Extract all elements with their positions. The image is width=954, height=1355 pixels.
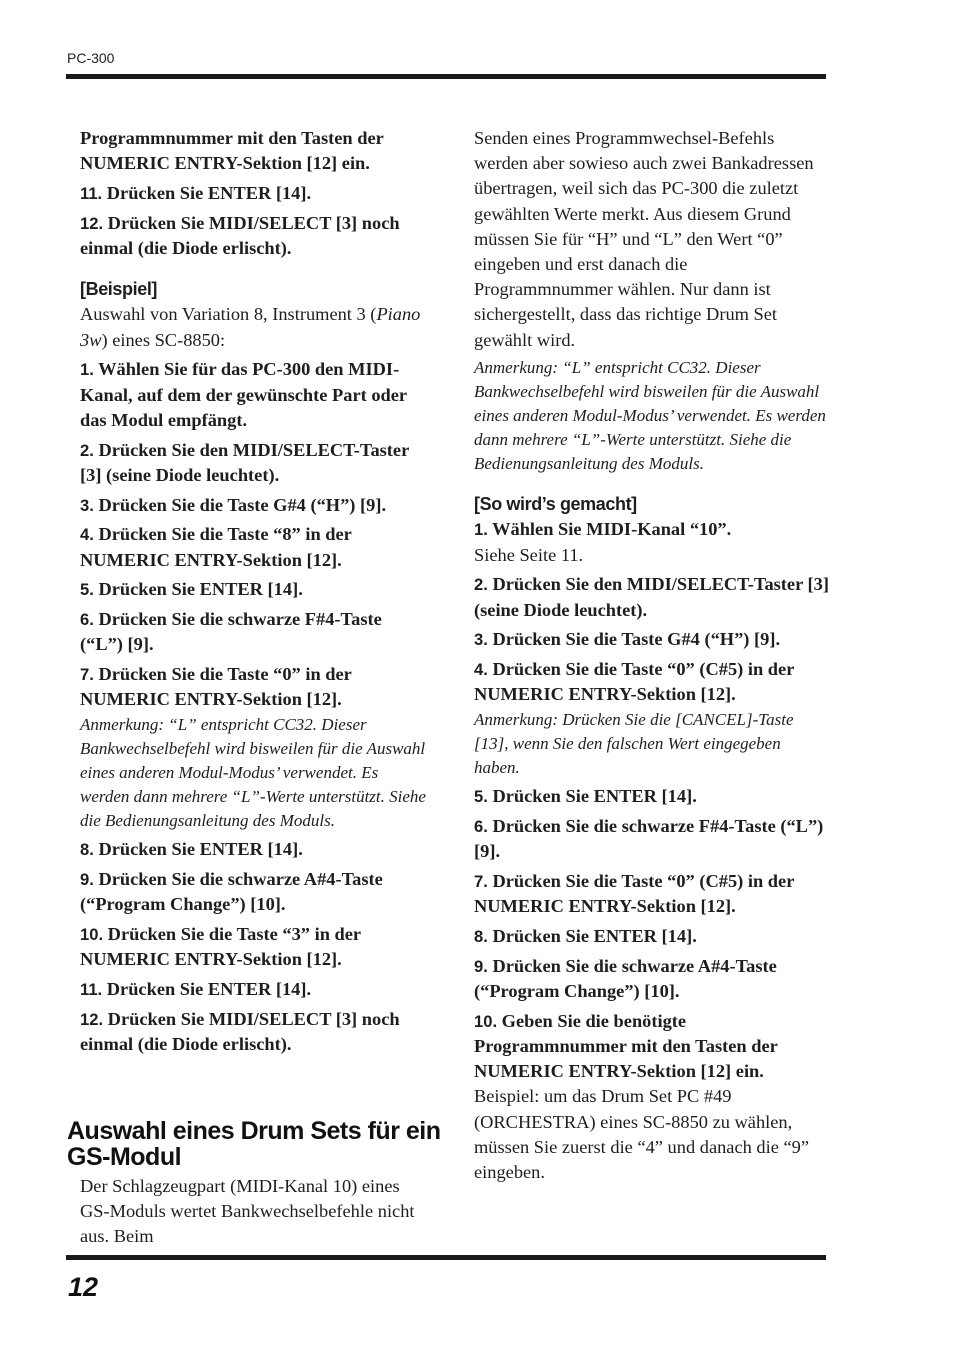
step-text: Drücken Sie ENTER [14]. xyxy=(93,579,303,600)
step-number: 11. xyxy=(80,980,103,999)
right-column xyxy=(474,126,830,1185)
note: Anmerkung: “L” entspricht CC32. Dieser Bankwechselbefehl wird bisweilen für die Auswahl eines anderen Modul-Modus’ verwendet. Es werden dann mehrere “L”-Werte unterstützt. Siehe die Bedienungsanleitung des Moduls. xyxy=(80,714,426,830)
step-text: Wählen Sie MIDI-Kanal “10”. xyxy=(487,519,732,540)
beispiel-text xyxy=(80,302,428,352)
running-header: PC-300 xyxy=(67,50,115,66)
step-3 xyxy=(474,627,830,652)
step-text: Drücken Sie ENTER [14]. xyxy=(102,183,312,203)
step-text: Drücken Sie die Taste G#4 (“H”) [9]. xyxy=(487,629,781,650)
step-number: 8. xyxy=(80,840,94,860)
step-text: Drücken Sie die Taste G#4 (“H”) [9]. xyxy=(93,494,387,515)
bottom-rule xyxy=(66,1255,826,1260)
step-number: 10. xyxy=(80,925,104,944)
step-6 xyxy=(474,814,830,864)
step-text: Drücken Sie die schwarze A#4-Taste (“Program Change”) [10]. xyxy=(474,955,777,1002)
section-heading: Auswahl eines Drum Sets für ein GS-Modul xyxy=(67,1117,441,1171)
step-number: 9. xyxy=(474,956,488,976)
step-8 xyxy=(80,837,428,862)
step-2 xyxy=(474,572,830,622)
step-text: Drücken Sie die Taste “8” in der NUMERIC ENTRY-Sektion [12]. xyxy=(80,524,352,570)
step-3 xyxy=(80,493,428,518)
beispiel-heading: [Beispiel] xyxy=(80,279,158,300)
note: Anmerkung: Drücken Sie die [CANCEL]-Taste [13], wenn Sie den falschen Wert eingegeben haben. xyxy=(474,709,794,777)
step-text: Drücken Sie den MIDI/SELECT-Taster [3] (seine Diode leuchtet). xyxy=(474,574,829,620)
step-text: Drücken Sie die Taste “0” in der NUMERIC ENTRY-Sektion [12]. xyxy=(80,664,352,710)
step-number: 12. xyxy=(80,1009,104,1029)
step-12 xyxy=(80,211,428,261)
step-number: 8. xyxy=(474,927,488,947)
step-number: 1. xyxy=(474,520,488,540)
step-number: 11. xyxy=(80,184,103,203)
step-number: 9. xyxy=(80,870,94,889)
step-text: Drücken Sie die Taste “0” (C#5) in der NUMERIC ENTRY-Sektion [12]. xyxy=(474,871,795,917)
step-4 xyxy=(474,657,830,707)
step-number: 2. xyxy=(80,440,94,460)
step-text: Wählen Sie für das PC-300 den MIDI-Kanal, auf dem der gewünschte Part oder das Modul empfängt. xyxy=(80,359,407,430)
so-wirds-gemacht-heading: [So wird’s gemacht] xyxy=(474,494,637,515)
intro-paragraph: Programmnummer mit den Tasten der NUMERIC ENTRY-Sektion [12] ein. xyxy=(80,128,384,174)
beispiel-italic: Piano 3w xyxy=(80,304,421,350)
top-rule xyxy=(66,74,826,79)
step-number: 3. xyxy=(474,630,488,650)
step-text: Drücken Sie MIDI/SELECT [3] noch einmal (die Diode erlischt). xyxy=(80,1008,400,1054)
step-5 xyxy=(474,784,830,809)
step-text: Drücken Sie ENTER [14]. xyxy=(93,839,303,860)
step-number: 1. xyxy=(80,360,94,380)
step-9 xyxy=(80,867,428,917)
step-4 xyxy=(80,522,428,572)
step-number: 5. xyxy=(474,787,488,807)
step-number: 7. xyxy=(80,665,94,685)
section-text: Der Schlagzeugpart (MIDI-Kanal 10) eines GS-Moduls wertet Bankwechselbefehle nicht aus. Beim xyxy=(80,1176,415,1247)
step-number: 7. xyxy=(474,872,488,892)
step-1 xyxy=(80,357,428,433)
step-9 xyxy=(474,954,830,1004)
step-6 xyxy=(80,607,428,657)
beispiel-text-a: Auswahl von Variation 8, Instrument 3 ( xyxy=(80,304,377,325)
step-1-sub: Siehe Seite 11. xyxy=(474,544,584,565)
step-text: Drücken Sie die schwarze F#4-Taste (“L”) [9]. xyxy=(80,609,382,655)
step-number: 6. xyxy=(474,817,488,837)
section-intro xyxy=(80,1174,428,1250)
step-number: 3. xyxy=(80,495,94,515)
beispiel-text-b: ) eines SC-8850: xyxy=(101,329,226,350)
note: Anmerkung: “L” entspricht CC32. Dieser Bankwechselbefehl wird bisweilen für die Auswahl eines anderen Modul-Modus’ verwendet. Es werden dann mehrere “L”-Werte unterstützt. Siehe die Bedienungsanleitung des Moduls. xyxy=(474,358,826,474)
step-5 xyxy=(80,577,428,602)
step-number: 10. xyxy=(474,1011,498,1031)
step-12b xyxy=(80,1007,428,1057)
step-text: Drücken Sie die Taste “0” (C#5) in der NUMERIC ENTRY-Sektion [12]. xyxy=(474,659,795,705)
step-number: 12. xyxy=(80,213,104,233)
page-number: 12 xyxy=(68,1272,99,1302)
step-10 xyxy=(474,1009,830,1085)
step-number: 2. xyxy=(474,575,488,595)
step-text: Drücken Sie MIDI/SELECT [3] noch einmal (die Diode erlischt). xyxy=(80,212,400,258)
step-number: 4. xyxy=(474,660,488,680)
step-text: Drücken Sie ENTER [14]. xyxy=(487,926,697,947)
step-10-example: Beispiel: um das Drum Set PC #49 (ORCHESTRA) eines SC-8850 zu wählen, müssen Sie zuerst die “4” und danach die “9” eingeben. xyxy=(474,1086,810,1183)
step-8 xyxy=(474,924,830,949)
continued-text: Senden eines Programmwechsel-Befehls werden aber sowieso auch zwei Bankadressen übertragen, weil sich das PC-300 die zuletzt gewählten Werte merkt. Aus diesem Grund müssen Sie für “H” und “L” den Wert “0” eingeben und erst danach die Programmnummer wählen. Nur dann ist sichergestellt, dass das richtige Drum Set gewählt wird. xyxy=(474,128,814,350)
step-7 xyxy=(474,869,830,919)
step-7 xyxy=(80,662,428,712)
step-text: Drücken Sie den MIDI/SELECT-Taster [3] (seine Diode leuchtet). xyxy=(80,439,409,485)
step-text: Drücken Sie die schwarze A#4-Taste (“Program Change”) [10]. xyxy=(80,869,383,915)
step-text: Drücken Sie ENTER [14]. xyxy=(102,979,312,999)
step-text: Drücken Sie die schwarze F#4-Taste (“L”) [9]. xyxy=(474,816,824,862)
step-2 xyxy=(80,438,428,488)
step-number: 5. xyxy=(80,580,94,600)
step-11 xyxy=(80,181,428,206)
step-text: Geben Sie die benötigte Programmnummer mit den Tasten der NUMERIC ENTRY-Sektion [12] ein. xyxy=(474,1010,778,1082)
step-1 xyxy=(474,517,830,542)
step-text: Drücken Sie die Taste “3” in der NUMERIC ENTRY-Sektion [12]. xyxy=(80,924,361,970)
step-text: Drücken Sie ENTER [14]. xyxy=(487,786,697,807)
step-number: 4. xyxy=(80,525,94,545)
step-10 xyxy=(80,922,428,972)
left-column xyxy=(80,126,428,1057)
step-11b xyxy=(80,977,428,1002)
step-number: 6. xyxy=(80,610,94,630)
